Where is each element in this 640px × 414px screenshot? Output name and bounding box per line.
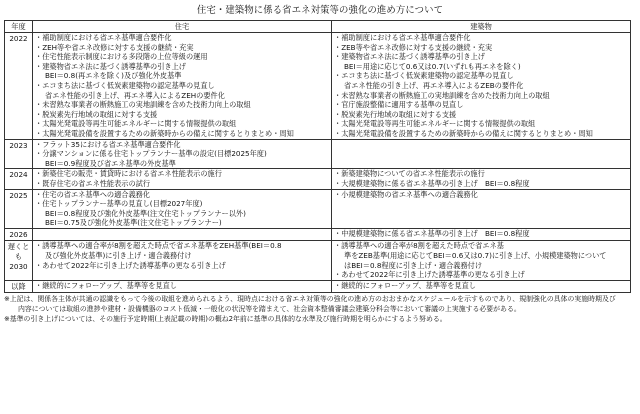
building-cell [332,189,631,228]
house-cell [33,189,332,228]
building-measure: ・新築建築物についての省エネ性能表示の施行 [334,169,485,179]
building-measure: 準をZEB基準(用途に応じてBEI＝0.6又は0.7)に引き上げ、小規模建築物について [344,251,607,261]
house-measure: BEI＝0.8(再エネを除く)及び強化外皮基準 [45,71,182,81]
building-measure: ・建築物省エネ法に基づく誘導基準の引き上げ [334,52,485,62]
document-title: 住宅・建築物に係る省エネ対策等の強化の進め方について [196,5,444,16]
house-measure: ・既存住宅の省エネ性能表示の試行 [35,178,151,188]
building-measure: ・官庁施設整備に適用する基準の見直し [334,100,464,110]
year-label: 2022 [9,34,28,43]
year-label: 2023 [9,140,28,150]
header-building: 建築物 [332,21,631,33]
building-cell [332,280,631,293]
house-cell [33,241,332,280]
building-measure: ・エコまち法に基づく低炭素建築物の認定基準の見直し [334,71,514,81]
note-line: 内容については取組の進捗や建材・設備機器のコスト低減・一般化の状況等を踏まえて、社会資本整備審議会建築分科会等において審議の上実施する必要がある。 [18,305,521,314]
house-measure: BEI＝0.8程度及び強化外皮基準(注文住宅トップランナー以外) [45,208,246,218]
table-row [5,228,631,241]
building-measure: BEI＝用途に応じて0.6又は0.7(いずれも再エネを除く) [344,61,521,71]
house-measure: ・太陽光発電設等再生可能エネルギーに関する情報提供の取組 [35,119,237,129]
table-row [5,189,631,228]
note-line: ※上記は、関係各主体が共通の認識をもって今後の取組を進められるよう、現時点における省エネ対策等の強化の進め方のおおまかなスケジュールを示すものであり、規制強化の具体の実施時期及び [4,295,616,304]
year-cell [5,169,33,189]
table-body [5,33,631,293]
building-cell [332,33,631,140]
house-measure: ・建築物省エネ法に基づく誘導基準の引き上げ [35,61,186,71]
year-cell [5,241,33,280]
building-cell [332,169,631,189]
house-measure: ・継続的にフォローアップ、基準等を見直し [35,280,177,290]
house-measure: ・住宅の省エネ基準への適合義務化 [35,189,151,199]
building-measure: ・あわせて2022年に引き上げた誘導基準の更なる引き上げ [334,270,525,280]
year-cell [5,189,33,228]
building-measure: ・補助制度における省エネ基準適合要件化 [334,33,471,42]
building-measure: 省エネ性能の引き上げ、再エネ導入によるZEBの要件化 [344,80,524,90]
table-row [5,280,631,293]
year-cell [5,139,33,169]
house-measure: ・未習熟な事業者の断熱施工の実地訓練を含めた技術力向上の取組 [35,100,251,110]
house-cell [33,169,332,189]
house-measure: ・脱炭素先行地域の取組に対する支援 [35,109,158,119]
building-measure: ・誘導基準への適合率が8割を超えた時点で省エネ基 [334,241,504,251]
year-label: 遅くとも [7,242,30,262]
header-year: 年度 [5,21,33,33]
house-measure: ・新築住宅の販売・賃貸時における省エネ性能表示の施行 [35,169,222,179]
house-cell [33,139,332,169]
house-cell [33,33,332,140]
table-header-row [5,21,631,33]
building-cell [332,139,631,169]
house-measure: ・ZEH等や省エネ改修に対する支援の継続・充実 [35,42,194,52]
house-measure: ・分譲マンションに係る住宅トップランナー基準の設定(目標2025年度) [35,149,267,159]
year-label: 以降 [11,281,26,291]
building-measure: ・中規模建築物に係る省エネ基準の引き上げ BEI＝0.8程度 [334,228,530,238]
building-measure: ・太陽光発電設備を設置するための新築時からの備えに関するとりまとめ・周知 [334,128,593,138]
year-label: 2024 [9,170,28,180]
building-measure: ・大規模建築物に係る省エネ基準の引き上げ BEI＝0.8程度 [334,178,530,188]
year-label: 2026 [9,229,28,239]
building-measure: ・未習熟な事業者の断熱施工の実地訓練を含めた技術力向上の取組 [334,90,550,100]
table-row [5,241,631,280]
house-measure: ・あわせて2022年に引き上げた誘導基準の更なる引き上げ [35,260,226,270]
house-measure: ・エコまち法に基づく低炭素建築物の認定基準の見直し [35,80,215,90]
house-measure: ・住宅トップランナー基準の見直し(目標2027年度) [35,199,203,209]
header-house: 住宅 [33,21,332,33]
house-measure: ・誘導基準への適合率が8割を超えた時点で省エネ基準をZEH基準(BEI＝0.8 [35,241,282,251]
schedule-table [4,20,631,293]
house-measure: BEI＝0.9程度及び省エネ基準の外皮基準 [45,158,176,168]
building-measure: はBEI＝0.8程度に引き上げ・適合義務付け [344,260,483,270]
house-measure: ・住宅性能表示制度における多段階の上位等級の運用 [35,52,208,62]
house-measure: ・フラット35における省エネ基準適合要件化 [35,139,181,149]
house-measure: ・補助制度における省エネ基準適合要件化 [35,33,172,42]
building-measure: ・脱炭素先行地域の取組に対する支援 [334,109,457,119]
building-measure: ・継続的にフォローアップ、基準等を見直し [334,280,476,290]
building-measure: ・ZEB等や省エネ改修に対する支援の継続・充実 [334,42,493,52]
house-measure: ・太陽光発電設備を設置するための新築時からの備えに関するとりまとめ・周知 [35,128,294,138]
year-label: 2025 [9,190,28,200]
building-measure: ・太陽光発電設等再生可能エネルギーに関する情報提供の取組 [334,119,536,129]
table-row [5,33,631,140]
table-row [5,139,631,169]
house-cell [33,228,332,241]
building-measure: ・小規模建築物の省エネ基準への適合義務化 [334,189,478,199]
house-cell [33,280,332,293]
building-cell [332,241,631,280]
year-label: 2030 [9,261,28,271]
note-line: ※基準の引き上げについては、その施行予定時期(上表記載の時期)の概ね2年前に基準の具体的な水準及び施行時期を明らかにするよう努める。 [4,315,447,324]
year-cell [5,228,33,241]
year-cell [5,280,33,293]
year-cell [5,33,33,140]
house-measure: 省エネ性能の引き上げ、再エネ導入によるZEHの要件化 [45,90,225,100]
house-measure: BEI＝0.75及び強化外皮基準(注文住宅トップランナー) [45,218,222,228]
table-row [5,169,631,189]
footnotes [4,295,632,324]
building-cell [332,228,631,241]
house-measure: 及び強化外皮基準)に引き上げ・適合義務付け [45,251,192,261]
